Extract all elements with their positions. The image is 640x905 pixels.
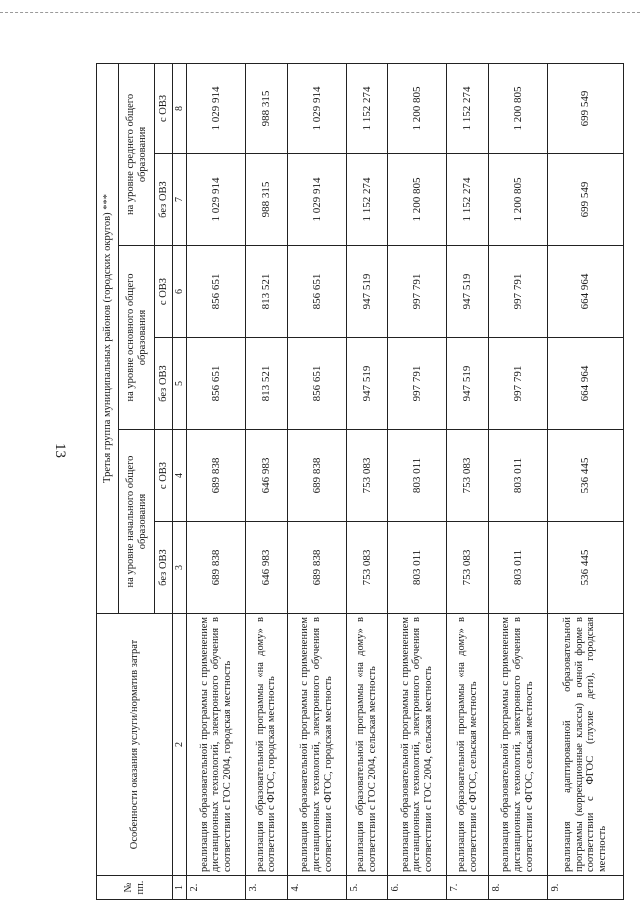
value-cell: 803 011 <box>388 430 447 522</box>
value-cell: 646 983 <box>246 522 288 614</box>
row-description: реализация образовательной программы с применением дистанционных технологий, электронного обучения в соответствии с ФГОС, городская местность <box>287 614 346 876</box>
value-cell: 1 152 274 <box>346 63 388 153</box>
header-level-basic: на уровне основного общего образования <box>119 246 155 430</box>
header-without-ovz: без ОВЗ <box>155 338 173 430</box>
value-cell: 947 519 <box>346 338 388 430</box>
column-number: 6 <box>173 246 187 338</box>
header-group: Третья группа муниципальных районов (городских округов) *** <box>97 63 119 613</box>
value-cell: 664 964 <box>547 246 623 338</box>
value-cell: 947 519 <box>447 246 489 338</box>
row-index: 9. <box>547 876 623 900</box>
header-level-secondary: на уровне среднего общего образования <box>119 63 155 245</box>
table-row <box>388 63 447 899</box>
value-cell: 1 200 805 <box>388 154 447 246</box>
value-cell: 753 083 <box>447 430 489 522</box>
header-with-ovz: с ОВЗ <box>155 63 173 153</box>
value-cell: 803 011 <box>488 522 547 614</box>
value-cell: 997 791 <box>388 246 447 338</box>
value-cell: 689 838 <box>287 430 346 522</box>
value-cell: 753 083 <box>447 522 489 614</box>
table-row <box>488 63 547 899</box>
table-row <box>447 63 489 899</box>
value-cell: 856 651 <box>287 338 346 430</box>
row-description: реализация образовательной программы с применением дистанционных технологий, электронного обучения в соответствии с ГОС 2004, городская местность <box>187 614 246 876</box>
value-cell: 997 791 <box>488 246 547 338</box>
value-cell: 988 315 <box>246 154 288 246</box>
table-row <box>246 63 288 899</box>
row-description: реализация образовательной программы «на дому» в соответствии с ГОС 2004, сельская местность <box>346 614 388 876</box>
column-number: 7 <box>173 154 187 246</box>
row-index: 4. <box>287 876 346 900</box>
row-description: реализация образовательной программы с применением дистанционных технологий, электронного обучения в соответствии с ГОС 2004, сельская местность <box>388 614 447 876</box>
value-cell: 699 549 <box>547 154 623 246</box>
row-description: реализация адаптированной образовательной программы (коррекционные классы) в очной форме в соответствии с ФГОС (глухие дети), городская местность <box>547 614 623 876</box>
value-cell: 803 011 <box>488 430 547 522</box>
row-index: 2. <box>187 876 246 900</box>
table-row <box>287 63 346 899</box>
value-cell: 813 521 <box>246 338 288 430</box>
column-number: 4 <box>173 430 187 522</box>
header-with-ovz: с ОВЗ <box>155 430 173 522</box>
cost-norms-table <box>96 63 624 900</box>
column-number: 2 <box>173 614 187 876</box>
column-number: 1 <box>173 876 187 900</box>
row-description: реализация образовательной программы «на дому» в соответствии с ФГОС, городская местность <box>246 614 288 876</box>
value-cell: 856 651 <box>187 338 246 430</box>
value-cell: 988 315 <box>246 63 288 153</box>
value-cell: 813 521 <box>246 246 288 338</box>
value-cell: 753 083 <box>346 522 388 614</box>
row-index: 5. <box>346 876 388 900</box>
value-cell: 664 964 <box>547 338 623 430</box>
table-row <box>187 63 246 899</box>
header-without-ovz: без ОВЗ <box>155 522 173 614</box>
value-cell: 1 029 914 <box>287 154 346 246</box>
value-cell: 997 791 <box>488 338 547 430</box>
value-cell: 947 519 <box>447 338 489 430</box>
row-index: 3. <box>246 876 288 900</box>
value-cell: 753 083 <box>346 430 388 522</box>
column-number: 5 <box>173 338 187 430</box>
header-feature: Особенности оказания услуги/норматив затрат <box>97 614 173 876</box>
header-with-ovz: с ОВЗ <box>155 246 173 338</box>
value-cell: 699 549 <box>547 63 623 153</box>
value-cell: 1 152 274 <box>346 154 388 246</box>
row-index: 7. <box>447 876 489 900</box>
value-cell: 1 200 805 <box>488 63 547 153</box>
value-cell: 1 029 914 <box>187 63 246 153</box>
value-cell: 1 200 805 <box>488 154 547 246</box>
value-cell: 947 519 <box>346 246 388 338</box>
value-cell: 856 651 <box>187 246 246 338</box>
header-level-primary: на уровне начального общего образования <box>119 430 155 614</box>
column-number: 3 <box>173 522 187 614</box>
value-cell: 803 011 <box>388 522 447 614</box>
value-cell: 1 029 914 <box>287 63 346 153</box>
header-without-ovz: без ОВЗ <box>155 154 173 246</box>
page-number: 13 <box>52 443 68 458</box>
value-cell: 1 152 274 <box>447 63 489 153</box>
row-description: реализация образовательной программы «на дому» в соответствии с ФГОС, сельская местность <box>447 614 489 876</box>
value-cell: 997 791 <box>388 338 447 430</box>
value-cell: 536 445 <box>547 430 623 522</box>
value-cell: 646 983 <box>246 430 288 522</box>
value-cell: 689 838 <box>187 522 246 614</box>
value-cell: 1 029 914 <box>187 154 246 246</box>
row-index: 6. <box>388 876 447 900</box>
value-cell: 1 152 274 <box>447 154 489 246</box>
value-cell: 689 838 <box>287 522 346 614</box>
table-row <box>547 63 623 899</box>
cost-norms-table-container <box>96 64 624 900</box>
value-cell: 689 838 <box>187 430 246 522</box>
column-number: 8 <box>173 63 187 153</box>
value-cell: 536 445 <box>547 522 623 614</box>
row-index: 8. <box>488 876 547 900</box>
header-index: № пп. <box>97 876 173 900</box>
value-cell: 1 200 805 <box>388 63 447 153</box>
value-cell: 856 651 <box>287 246 346 338</box>
row-description: реализация образовательной программы с применением дистанционных технологий, электронного обучения в соответствии с ФГОС, сельская местность <box>488 614 547 876</box>
table-row <box>346 63 388 899</box>
scan-edge-line <box>0 12 640 13</box>
